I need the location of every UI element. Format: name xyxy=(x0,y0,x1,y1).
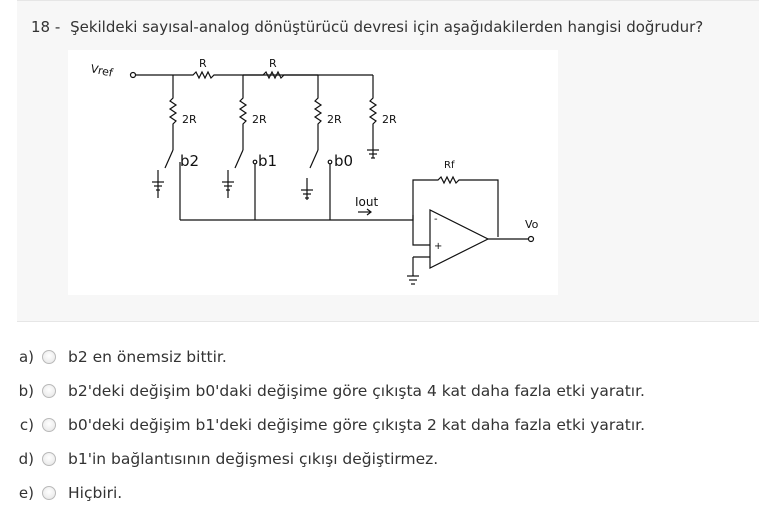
question-text xyxy=(31,18,703,36)
circuit-diagram xyxy=(68,50,558,295)
option-letter: d) xyxy=(18,450,34,468)
option-a[interactable] xyxy=(0,343,700,371)
question-body: Şekildeki sayısal-analog dönüştürücü devresi için aşağıdakilerden hangisi doğrudur? xyxy=(70,18,704,36)
circuit-svg xyxy=(68,50,558,295)
radio-button[interactable] xyxy=(42,384,56,398)
shunt-branch-1 xyxy=(152,75,176,198)
feedback-label: Rf xyxy=(444,160,455,171)
question-number: 18 - xyxy=(31,18,61,36)
shunt-label-4: 2R xyxy=(382,113,397,126)
question-panel xyxy=(17,0,759,322)
option-letter: e) xyxy=(18,484,34,502)
option-letter: a) xyxy=(18,348,34,366)
iout-label: Iout xyxy=(355,195,379,209)
option-text: b1'in bağlantısının değişmesi çıkışı değiştirmez. xyxy=(68,450,439,468)
option-text: b0'deki değişim b1'deki değişime göre çıkışta 2 kat daha fazla etki yaratır. xyxy=(68,416,646,434)
shunt-label-3: 2R xyxy=(327,113,342,126)
option-e[interactable] xyxy=(0,479,700,507)
option-text: b2'deki değişim b0'daki değişime göre çıkışta 4 kat daha fazla etki yaratır. xyxy=(68,382,645,400)
opamp-minus: - xyxy=(434,214,438,225)
vref-label: Vref xyxy=(89,62,115,80)
resistor-r2-label: R xyxy=(269,57,277,70)
option-letter: c) xyxy=(19,416,34,434)
radio-button[interactable] xyxy=(42,486,56,500)
option-b[interactable] xyxy=(0,377,700,405)
option-text: Hiçbiri. xyxy=(68,484,123,502)
radio-button[interactable] xyxy=(42,350,56,364)
switch-b0-label: b0 xyxy=(334,152,354,170)
option-text: b2 en önemsiz bittir. xyxy=(68,348,227,366)
output-label: Vo xyxy=(525,218,539,231)
option-c[interactable] xyxy=(0,411,700,439)
opamp-plus: + xyxy=(434,241,443,252)
shunt-label-2: 2R xyxy=(252,113,267,126)
radio-button[interactable] xyxy=(42,452,56,466)
option-letter: b) xyxy=(18,382,34,400)
resistor-r1-label: R xyxy=(199,57,207,70)
radio-button[interactable] xyxy=(42,418,56,432)
shunt-label-1: 2R xyxy=(182,113,197,126)
shunt-branch-4 xyxy=(367,75,379,158)
shunt-branch-3 xyxy=(301,75,321,200)
switch-b2-label: b2 xyxy=(180,152,200,170)
option-d[interactable] xyxy=(0,445,700,473)
shunt-branch-2 xyxy=(222,75,246,198)
switch-b1-label: b1 xyxy=(258,152,278,170)
